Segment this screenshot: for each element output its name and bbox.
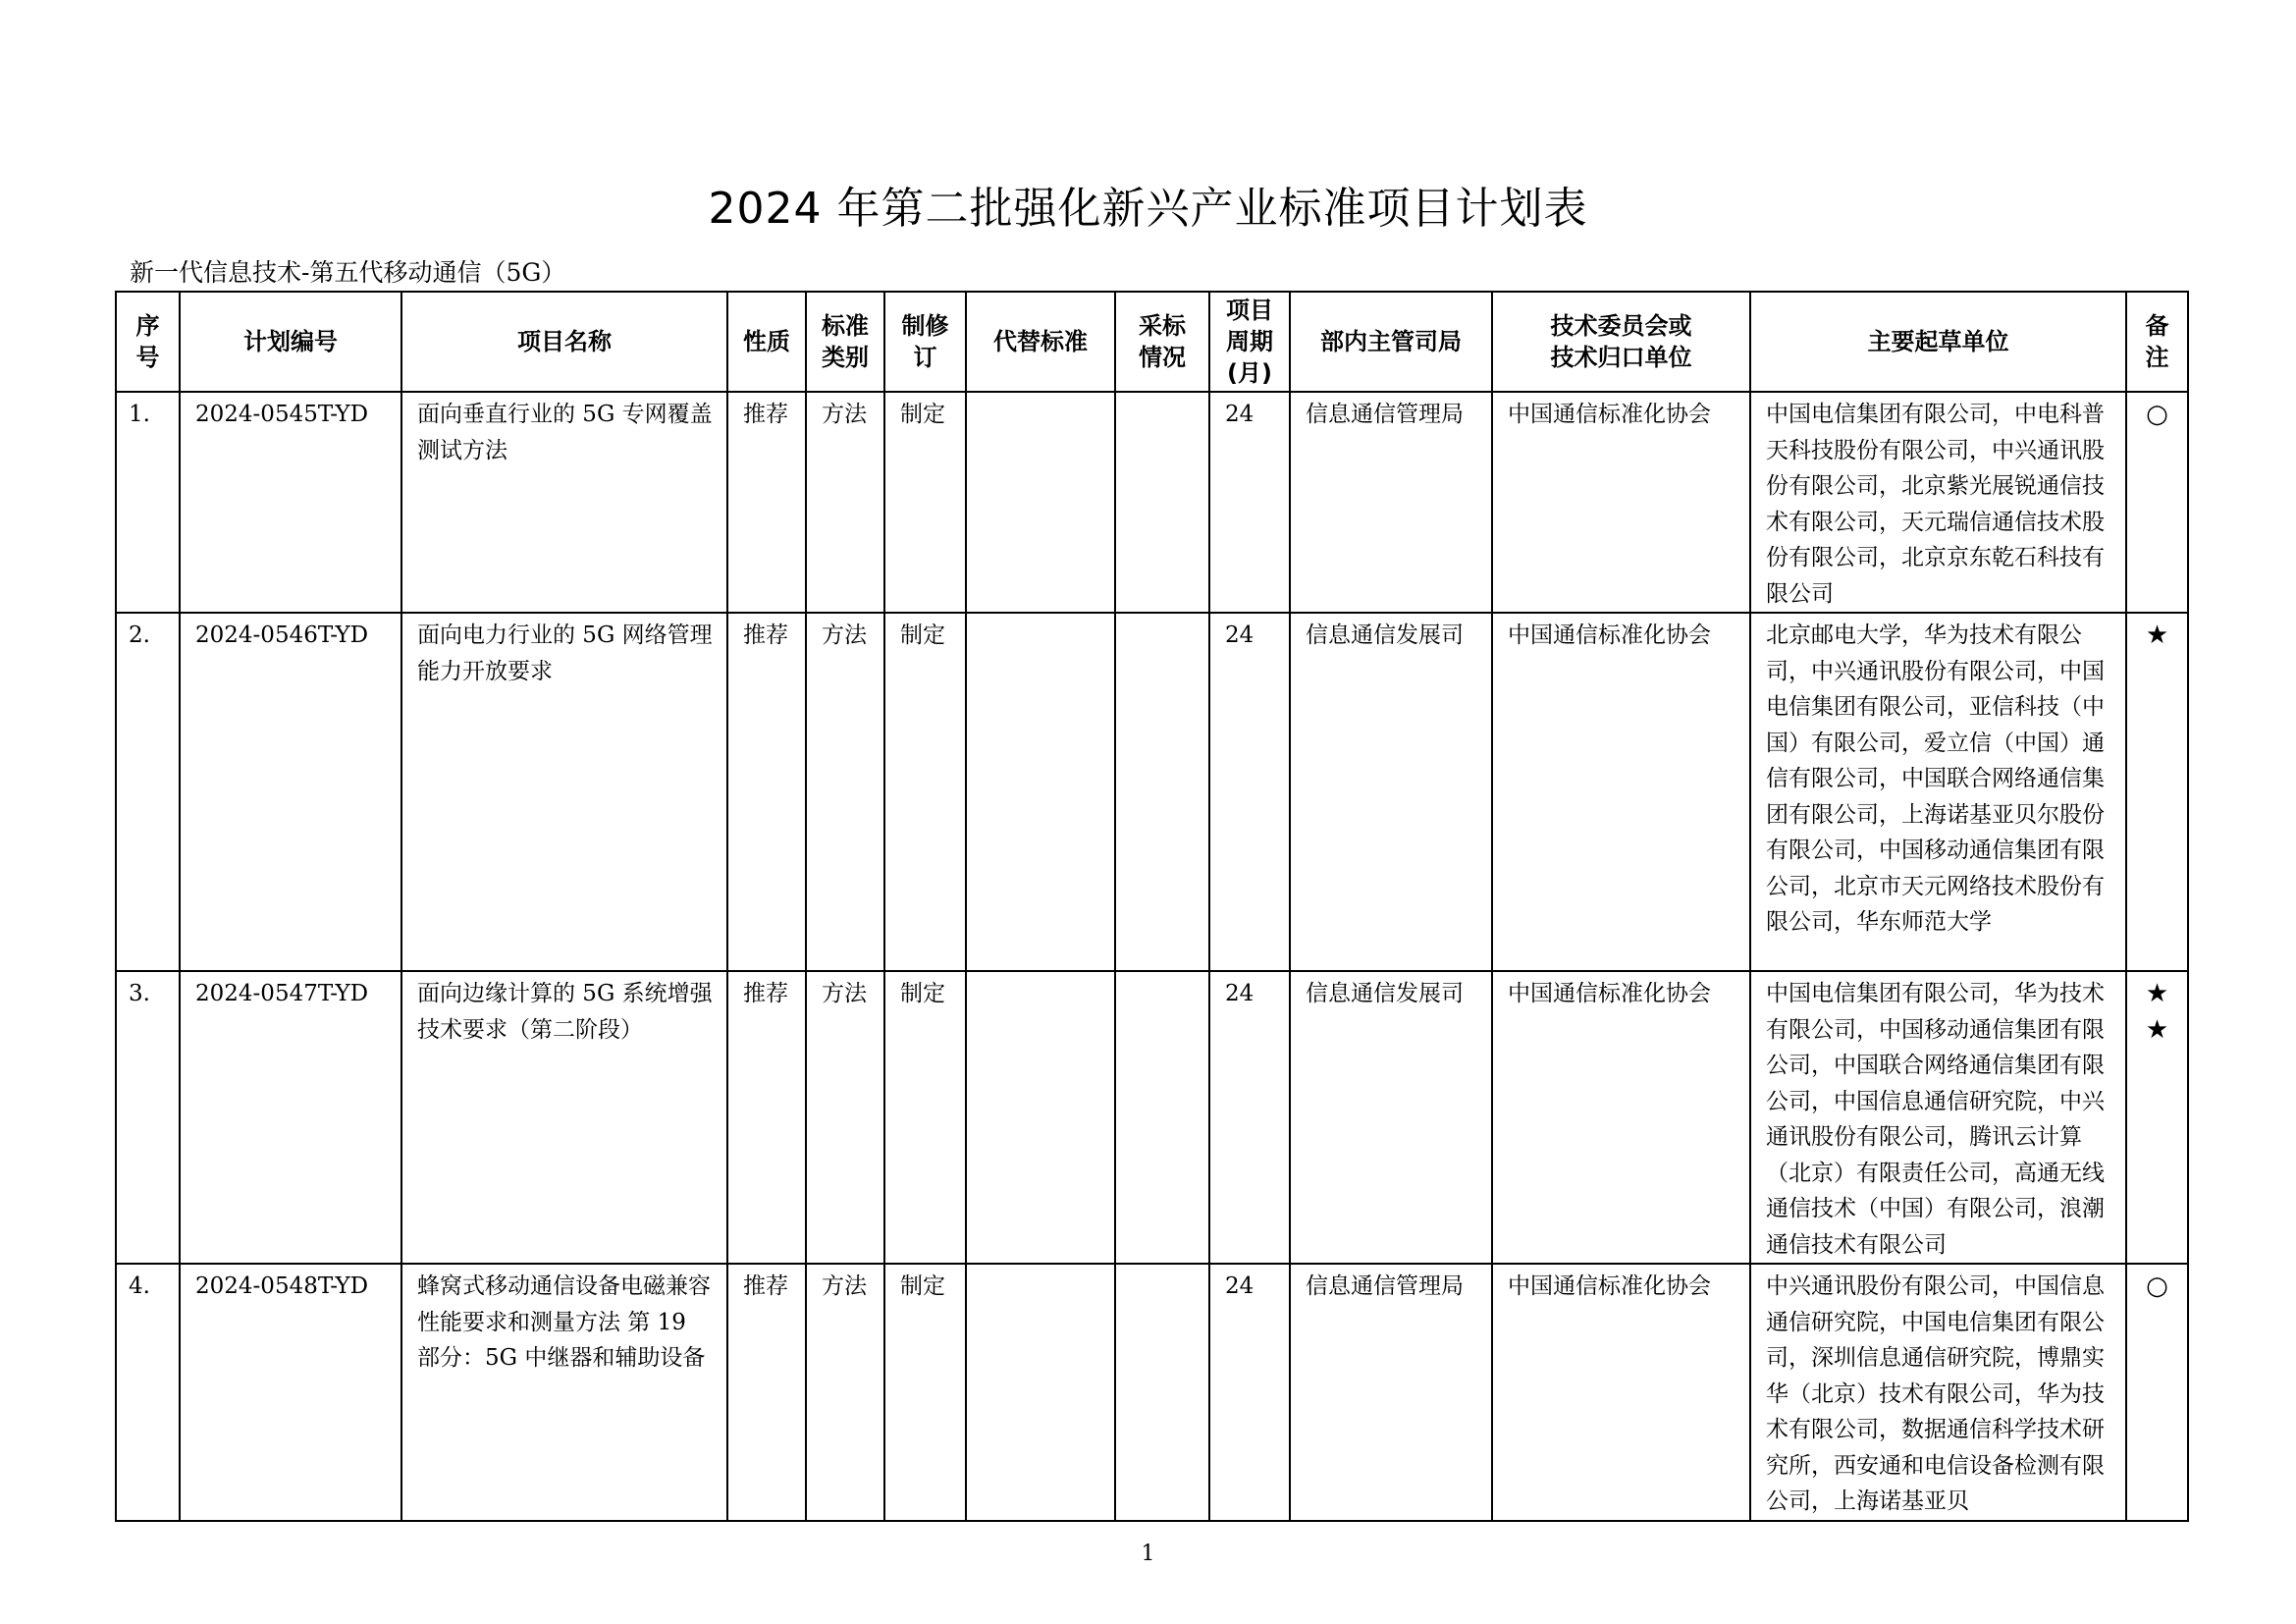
cell-revise: 制定 — [884, 392, 966, 613]
cell-drafters: 北京邮电大学，华为技术有限公司，中兴通讯股份有限公司，中国电信集团有限公司，亚信科技（中国）有限公司，爱立信（中国）通信有限公司，中国联合网络通信集团有限公司，上海诺基亚贝尔股份有限公司，中国移动通信集团有限公司，北京市天元网络技术股份有限公司，华东师范大学 — [1750, 613, 2126, 971]
cell-plan-id: 2024-0547T-YD — [180, 971, 401, 1264]
table-row — [116, 392, 2188, 613]
cell-revise: 制定 — [884, 971, 966, 1264]
cell-plan-id: 2024-0548T-YD — [180, 1264, 401, 1521]
cell-note: ○ — [2126, 392, 2188, 613]
cell-nature: 推荐 — [727, 1264, 806, 1521]
cell-nature: 推荐 — [727, 392, 806, 613]
cell-committee: 中国通信标准化协会 — [1492, 392, 1750, 613]
col-header-category: 标准 类别 — [806, 292, 884, 392]
cell-cycle: 24 — [1209, 971, 1290, 1264]
cell-replace — [966, 392, 1115, 613]
cell-adopt — [1115, 1264, 1209, 1521]
cell-adopt — [1115, 971, 1209, 1264]
cell-no: 3. — [116, 971, 180, 1264]
cell-no: 4. — [116, 1264, 180, 1521]
cell-no: 1. — [116, 392, 180, 613]
col-header-committee: 技术委员会或 技术归口单位 — [1492, 292, 1750, 392]
cell-no: 2. — [116, 613, 180, 971]
cell-committee: 中国通信标准化协会 — [1492, 971, 1750, 1264]
cell-drafters: 中国电信集团有限公司，中电科普天科技股份有限公司，中兴通讯股份有限公司，北京紫光展锐通信技术有限公司，天元瑞信通信技术股份有限公司，北京京东乾石科技有限公司 — [1750, 392, 2126, 613]
cell-cycle: 24 — [1209, 1264, 1290, 1521]
cell-revise: 制定 — [884, 613, 966, 971]
cell-name: 面向电力行业的 5G 网络管理能力开放要求 — [401, 613, 727, 971]
cell-adopt — [1115, 392, 1209, 613]
cell-committee: 中国通信标准化协会 — [1492, 1264, 1750, 1521]
cell-category: 方法 — [806, 613, 884, 971]
cell-note: ○ — [2126, 1264, 2188, 1521]
table-header — [116, 292, 2188, 392]
table-row — [116, 613, 2188, 971]
cell-replace — [966, 971, 1115, 1264]
cell-dept: 信息通信发展司 — [1290, 613, 1492, 971]
col-header-note: 备 注 — [2126, 292, 2188, 392]
section-subtitle: 新一代信息技术-第五代移动通信（5G） — [130, 258, 566, 287]
cell-dept: 信息通信发展司 — [1290, 971, 1492, 1264]
cell-note: ★ — [2126, 613, 2188, 971]
cell-plan-id: 2024-0545T-YD — [180, 392, 401, 613]
header-row — [116, 292, 2188, 392]
col-header-nature: 性质 — [727, 292, 806, 392]
cell-cycle: 24 — [1209, 613, 1290, 971]
cell-replace — [966, 613, 1115, 971]
cell-revise: 制定 — [884, 1264, 966, 1521]
cell-drafters: 中国电信集团有限公司，华为技术有限公司，中国移动通信集团有限公司，中国联合网络通信集团有限公司，中国信息通信研究院，中兴通讯股份有限公司，腾讯云计算（北京）有限责任公司，高通无线通信技术（中国）有限公司，浪潮通信技术有限公司 — [1750, 971, 2126, 1264]
cell-name: 面向垂直行业的 5G 专网覆盖测试方法 — [401, 392, 727, 613]
cell-nature: 推荐 — [727, 971, 806, 1264]
standards-plan-table — [115, 291, 2189, 1522]
cell-adopt — [1115, 613, 1209, 971]
col-header-drafters: 主要起草单位 — [1750, 292, 2126, 392]
document-title: 2024 年第二批强化新兴产业标准项目计划表 — [708, 184, 1588, 234]
cell-drafters: 中兴通讯股份有限公司，中国信息通信研究院，中国电信集团有限公司，深圳信息通信研究院，博鼎实华（北京）技术有限公司，华为技术有限公司，数据通信科学技术研究所，西安通和电信设备检测有限公司，上海诺基亚贝 — [1750, 1264, 2126, 1521]
table-row — [116, 971, 2188, 1264]
cell-name: 蜂窝式移动通信设备电磁兼容性能要求和测量方法 第 19 部分：5G 中继器和辅助设备 — [401, 1264, 727, 1521]
col-header-plan-id: 计划编号 — [180, 292, 401, 392]
col-header-no: 序 号 — [116, 292, 180, 392]
cell-plan-id: 2024-0546T-YD — [180, 613, 401, 971]
col-header-cycle: 项目 周期 (月) — [1209, 292, 1290, 392]
col-header-adopt: 采标 情况 — [1115, 292, 1209, 392]
cell-category: 方法 — [806, 971, 884, 1264]
cell-replace — [966, 1264, 1115, 1521]
cell-name: 面向边缘计算的 5G 系统增强技术要求（第二阶段） — [401, 971, 727, 1264]
col-header-revise: 制修 订 — [884, 292, 966, 392]
cell-note: ★ ★ — [2126, 971, 2188, 1264]
page-number: 1 — [1141, 1542, 1155, 1566]
cell-category: 方法 — [806, 392, 884, 613]
cell-cycle: 24 — [1209, 392, 1290, 613]
cell-category: 方法 — [806, 1264, 884, 1521]
col-header-replace: 代替标准 — [966, 292, 1115, 392]
table-body — [116, 392, 2188, 1521]
col-header-name: 项目名称 — [401, 292, 727, 392]
cell-committee: 中国通信标准化协会 — [1492, 613, 1750, 971]
table-row — [116, 1264, 2188, 1521]
col-header-dept: 部内主管司局 — [1290, 292, 1492, 392]
cell-dept: 信息通信管理局 — [1290, 392, 1492, 613]
cell-dept: 信息通信管理局 — [1290, 1264, 1492, 1521]
cell-nature: 推荐 — [727, 613, 806, 971]
